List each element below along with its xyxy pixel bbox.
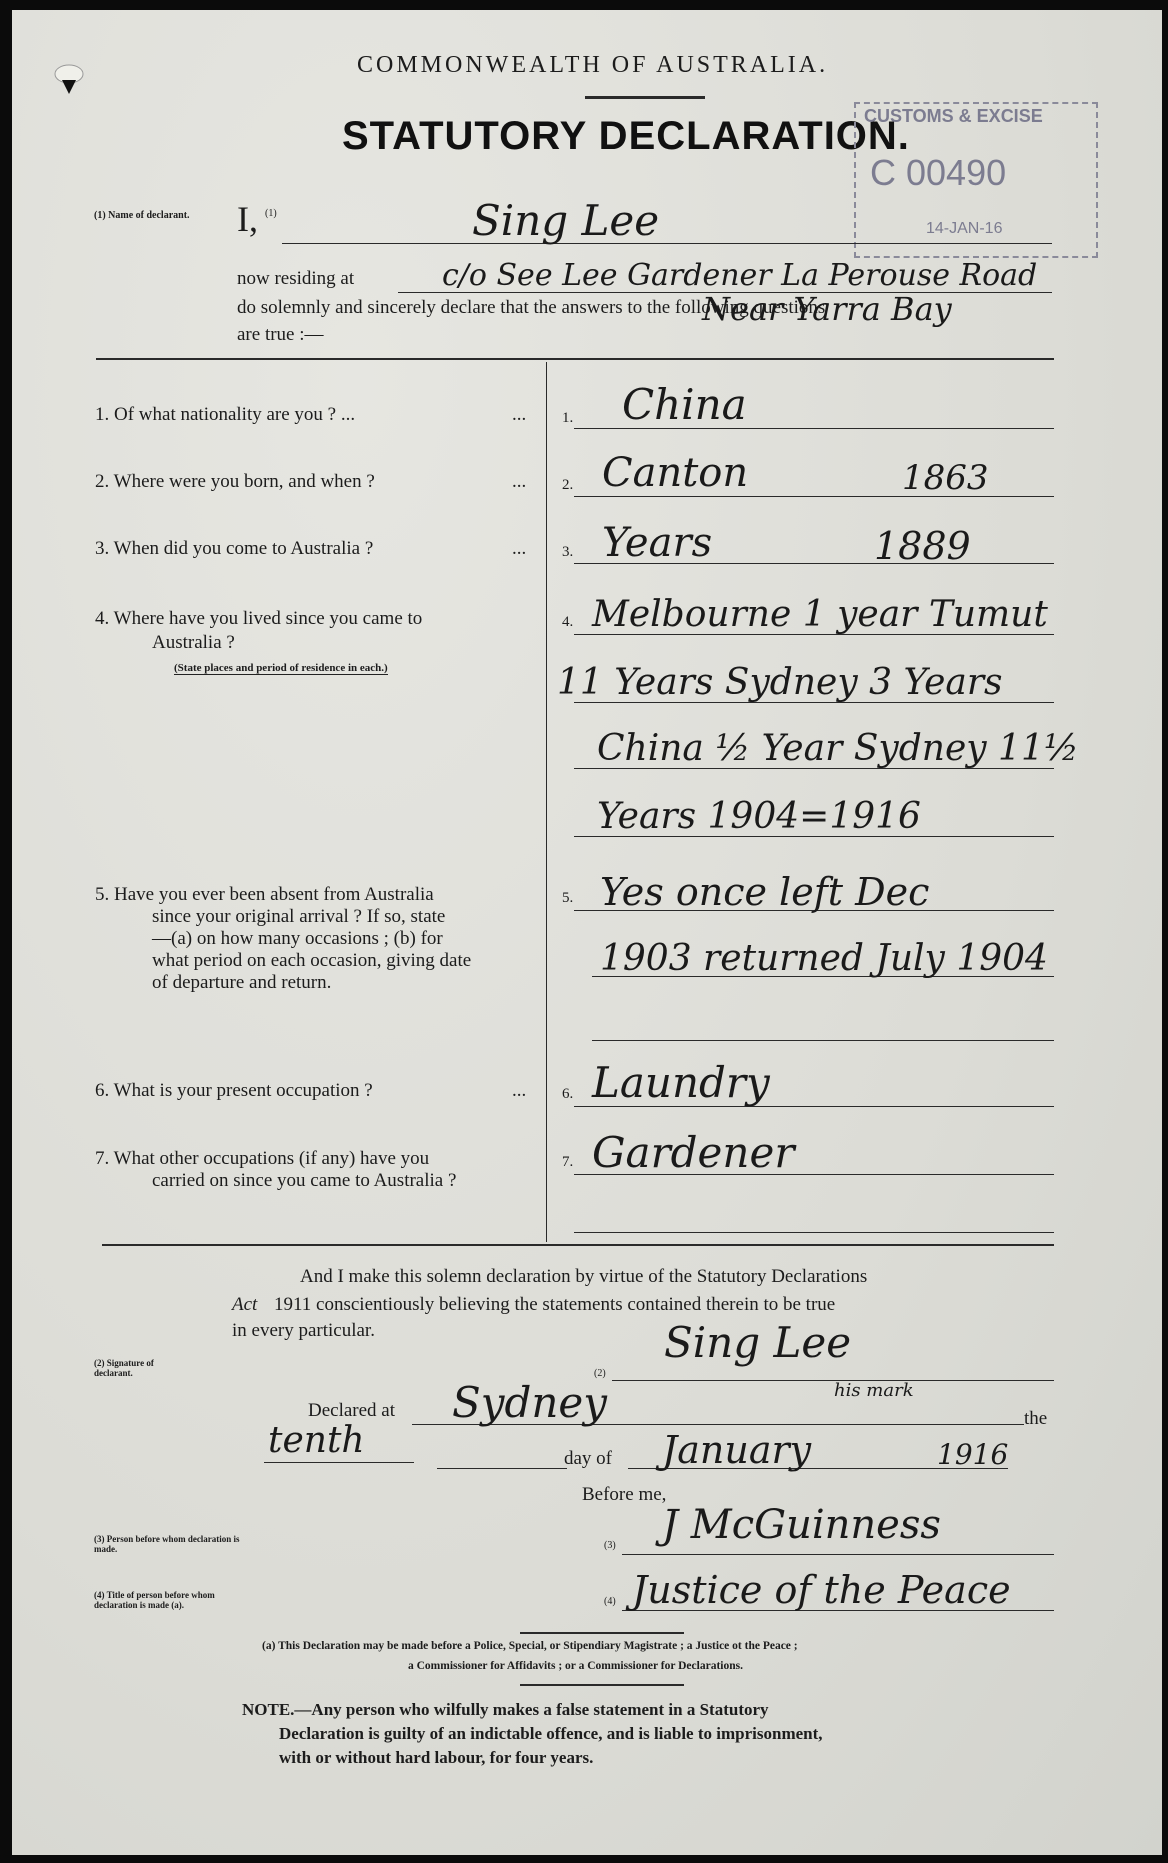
- answer-4-residence-2: 11 Years Sydney 3 Years: [557, 662, 1003, 703]
- question-1: 1. Of what nationality are you ? ...: [95, 404, 356, 425]
- answer-1-number: 1.: [562, 410, 574, 426]
- stamp-top-text: CUSTOMS & EXCISE: [864, 106, 1043, 126]
- witness-signature: J McGuinness: [662, 1502, 941, 1548]
- note-line-1: NOTE.—Any person who wilfully makes a false statement in a Statutory: [242, 1700, 769, 1719]
- answer-1-nationality: China: [622, 380, 747, 429]
- declaration-line-2: 1911 conscientiously believing the statements contained therein to be true: [274, 1294, 836, 1315]
- answer-4-number: 4.: [562, 614, 574, 630]
- declarant-signature: Sing Lee: [664, 1318, 852, 1367]
- declaration-year: 1916: [937, 1438, 1009, 1471]
- question-7-line-1: 7. What other occupations (if any) have you: [95, 1148, 430, 1169]
- address-line-2: Near Yarra Bay: [702, 290, 952, 328]
- question-4-subnote: (State places and period of residence in each.): [174, 662, 388, 674]
- answer-3-prefix: Years: [602, 520, 713, 566]
- answer-7-number: 7.: [562, 1154, 574, 1170]
- answer-2-birthplace: Canton: [602, 450, 749, 496]
- question-7-line-2: carried on since you came to Australia ?: [152, 1170, 457, 1191]
- answer-4-residence-1: Melbourne 1 year Tumut: [592, 594, 1048, 635]
- ref-4: (4): [604, 1596, 616, 1607]
- q1-dots: ...: [512, 404, 527, 425]
- question-6: 6. What is your present occupation ?: [95, 1080, 373, 1101]
- answer-7-line-2: [574, 1232, 1054, 1233]
- page-title: STATUTORY DECLARATION.: [342, 114, 910, 158]
- answer-5-absence-1: Yes once left Dec: [600, 870, 930, 914]
- question-3: 3. When did you come to Australia ?: [95, 538, 374, 559]
- declaration-month: January: [662, 1428, 812, 1472]
- note-line-3: with or without hard labour, for four years.: [279, 1748, 594, 1767]
- declaration-line-3: in every particular.: [232, 1320, 375, 1341]
- answer-5-line-3: [592, 1040, 1054, 1041]
- question-2: 2. Where were you born, and when ?: [95, 471, 375, 492]
- declaration-place: Sydney: [452, 1378, 608, 1427]
- name-line: [282, 243, 1052, 244]
- q6-dots: ...: [512, 1080, 527, 1101]
- ref-3: (3): [604, 1540, 616, 1551]
- answer-5-number: 5.: [562, 890, 574, 906]
- customs-stamp: [854, 102, 1098, 258]
- footnote-line-1: (a) This Declaration may be made before a Police, Special, or Stipendiary Magistrate ; a Justice ot the Peace ;: [262, 1640, 798, 1652]
- witness-title: Justice of the Peace: [632, 1568, 1011, 1612]
- note-line-2: Declaration is guilty of an indictable offence, and is liable to imprisonment,: [279, 1724, 823, 1743]
- margin-note-signature: (2) Signature of declarant.: [94, 1358, 154, 1378]
- intro-bottom-rule: [96, 358, 1054, 360]
- stamp-number: C 00490: [870, 152, 1007, 193]
- signature-line: [612, 1380, 1054, 1381]
- declaration-form-page: [12, 10, 1162, 1855]
- declared-at-label: Declared at: [308, 1400, 396, 1421]
- answer-3-arrival-year: 1889: [874, 524, 971, 568]
- address-line-1: c/o See Lee Gardener La Perouse Road: [442, 258, 1038, 293]
- header-rule: [585, 96, 705, 99]
- q3-dots: ...: [512, 538, 527, 559]
- clip-mark-icon: [52, 60, 86, 98]
- declaration-act: Act: [232, 1294, 258, 1315]
- residing-label: now residing at: [237, 268, 355, 289]
- question-5-line-2: since your original arrival ? If so, state: [152, 906, 446, 927]
- question-4-line-2: Australia ?: [152, 632, 235, 653]
- footnote-line-2: a Commissioner for Affidavits ; or a Commissioner for Declarations.: [408, 1660, 743, 1672]
- margin-note-name: (1) Name of declarant.: [94, 210, 190, 221]
- stamp-date: 14-JAN-16: [926, 220, 1003, 237]
- country-heading: COMMONWEALTH OF AUSTRALIA.: [357, 52, 829, 78]
- margin-note-title: (4) Title of person before whom declaration is made (a).: [94, 1590, 215, 1610]
- margin-note-person: (3) Person before whom declaration is made.: [94, 1534, 240, 1554]
- i-label: I,: [237, 199, 258, 239]
- ref-2: (2): [594, 1368, 606, 1379]
- answer-3-number: 3.: [562, 544, 574, 560]
- question-5-line-1: 5. Have you ever been absent from Australia: [95, 884, 434, 905]
- day-line: [264, 1462, 414, 1463]
- footnote-rule-top: [520, 1632, 684, 1634]
- q2-dots: ...: [512, 471, 527, 492]
- declarant-name: Sing Lee: [472, 196, 660, 245]
- answer-6-number: 6.: [562, 1086, 574, 1102]
- day-of-label: day of: [564, 1448, 613, 1469]
- answer-2-number: 2.: [562, 477, 574, 493]
- day-line-2: [437, 1468, 567, 1469]
- footnote-rule-bottom: [520, 1684, 684, 1686]
- signature-mark: his mark: [834, 1380, 914, 1401]
- before-me-label: Before me,: [582, 1484, 667, 1505]
- questions-bottom-rule: [102, 1244, 1054, 1246]
- declaration-line-1: And I make this solemn declaration by virtue of the Statutory Declarations: [300, 1266, 868, 1287]
- the-label: the: [1024, 1408, 1048, 1429]
- question-5-line-5: of departure and return.: [152, 972, 332, 993]
- column-divider: [546, 362, 547, 1242]
- answer-4-residence-4: Years 1904=1916: [597, 796, 921, 837]
- declare-text: do solemnly and sincerely declare that the answers to the following questions: [237, 297, 826, 318]
- person-line: [622, 1554, 1054, 1555]
- answer-5-absence-2: 1903 returned July 1904: [600, 938, 1048, 979]
- answer-2-birth-year: 1863: [902, 458, 989, 498]
- answer-4-residence-3: China ½ Year Sydney 11½: [597, 728, 1079, 769]
- answer-7-other-occupations: Gardener: [592, 1128, 795, 1177]
- question-4-line-1: 4. Where have you lived since you came to: [95, 608, 423, 629]
- declaration-day: tenth: [268, 1420, 365, 1461]
- question-5-line-3: —(a) on how many occasions ; (b) for: [152, 928, 443, 949]
- answer-6-occupation: Laundry: [592, 1058, 770, 1107]
- question-5-line-4: what period on each occasion, giving date: [152, 950, 472, 971]
- are-true-text: are true :—: [237, 324, 324, 345]
- ref-1: (1): [265, 208, 277, 219]
